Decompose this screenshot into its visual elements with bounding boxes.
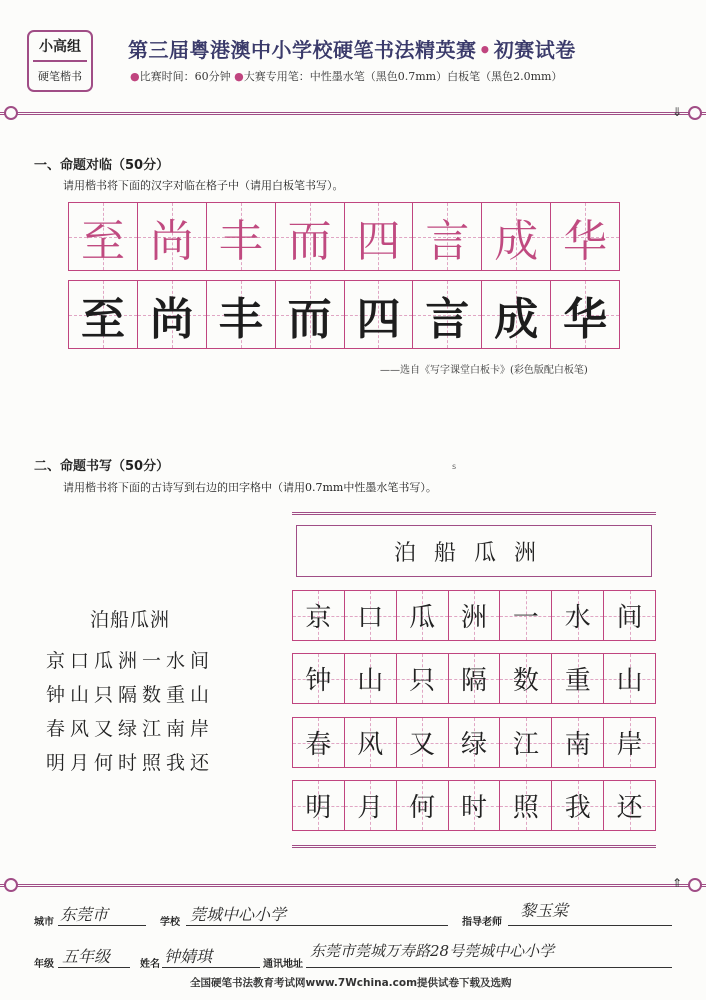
- tianzi-cell: [552, 781, 604, 830]
- tianzi-cell: [413, 203, 482, 270]
- grid-character: 至: [80, 293, 125, 345]
- address-underline: [306, 967, 672, 968]
- section2-instruction: 请用楷书将下面的古诗写到右边的田字格中（请用0.7mm中性墨水笔书写）。: [63, 481, 437, 494]
- tianzi-cell: [449, 591, 501, 640]
- tianzi-cell: [345, 718, 397, 767]
- tianzi-cell: [449, 781, 501, 830]
- grade-label: 年级: [34, 959, 54, 970]
- tianzi-cell: [276, 203, 345, 270]
- grid-character: 重: [564, 666, 591, 696]
- model-char-row: [68, 202, 620, 271]
- writing-grid-row: [292, 717, 656, 768]
- grid-character: 丰: [218, 215, 263, 267]
- grid-character: 江: [512, 730, 539, 760]
- tianzi-cell: [552, 654, 604, 703]
- tianzi-cell: [345, 591, 397, 640]
- grid-character: 四: [356, 293, 401, 345]
- tianzi-cell: [552, 591, 604, 640]
- tianzi-cell: [293, 591, 345, 640]
- grid-character: 言: [425, 293, 470, 345]
- grid-character: 一: [512, 603, 539, 633]
- poem-line: 京口瓜洲一水间: [46, 650, 215, 672]
- tianzi-cell: [138, 281, 207, 348]
- grid-character: 绿: [461, 730, 488, 760]
- grid-character: 照: [512, 793, 539, 823]
- panel-top-bar: [292, 512, 656, 515]
- city-value: 东莞市: [60, 905, 109, 924]
- tianzi-cell: [413, 281, 482, 348]
- grid-character: 隔: [461, 666, 488, 696]
- tianzi-cell: [397, 781, 449, 830]
- grid-character: 尚: [149, 215, 194, 267]
- city-underline: [58, 925, 146, 926]
- section1-instruction: 请用楷书将下面的汉字对临在格子中（请用白板笔书写）。: [63, 179, 344, 192]
- name-label: 姓名: [140, 959, 160, 970]
- practice-char-row: [68, 280, 620, 349]
- section2-title: 二、命题书写（50分）: [34, 459, 170, 474]
- grid-character: 口: [357, 603, 384, 633]
- tianzi-cell: [207, 203, 276, 270]
- grid-character: 风: [357, 730, 384, 760]
- title-suffix: 初赛试卷: [493, 38, 576, 62]
- footer-note: 全国硬笔书法教育考试网www.7Wchina.com提供试卷下载及选购: [190, 977, 512, 989]
- address-value: 东莞市莞城万寿路28号莞城中心小学: [310, 942, 555, 960]
- poem-line: 春风又绿江南岸: [46, 718, 215, 740]
- tianzi-cell: [345, 203, 414, 270]
- tianzi-cell: [449, 654, 501, 703]
- exam-info: [130, 68, 690, 84]
- exam-time: 比赛时间：60分钟: [139, 70, 231, 83]
- divider-cap-icon: [688, 106, 702, 120]
- tianzi-cell: [397, 718, 449, 767]
- grid-character: 言: [425, 215, 470, 267]
- grid-character: 水: [564, 603, 591, 633]
- tianzi-cell: [482, 203, 551, 270]
- grid-character: 只: [409, 666, 436, 696]
- grid-character: 山: [616, 666, 643, 696]
- badge-style-label: 硬笔楷书: [38, 70, 82, 83]
- grid-character: 四: [356, 215, 401, 267]
- grid-character: 月: [357, 793, 384, 823]
- tianzi-cell: [449, 718, 501, 767]
- tianzi-cell: [207, 281, 276, 348]
- teacher-value: 黎玉棠: [520, 901, 569, 920]
- poem-line: 钟山只隔数重山: [46, 684, 215, 706]
- grid-character: 岸: [616, 730, 643, 760]
- grid-character: 京: [305, 603, 332, 633]
- grid-character: 山: [357, 666, 384, 696]
- tianzi-cell: [138, 203, 207, 270]
- tianzi-cell: [345, 281, 414, 348]
- group-badge: [27, 30, 93, 92]
- tianzi-cell: [604, 781, 655, 830]
- grid-character: 又: [409, 730, 436, 760]
- grid-character: 而: [287, 215, 332, 267]
- grid-character: 我: [564, 793, 591, 823]
- tianzi-cell: [604, 718, 655, 767]
- poem-line: 明月何时照我还: [46, 752, 215, 774]
- tianzi-cell: [69, 281, 138, 348]
- section1-title: 一、命题对临（50分）: [34, 158, 170, 173]
- school-underline: [186, 925, 448, 926]
- teacher-label: 指导老师: [462, 917, 502, 928]
- grid-character: 华: [563, 293, 608, 345]
- tianzi-cell: [293, 718, 345, 767]
- bottom-divider: [0, 884, 706, 887]
- tianzi-cell: [276, 281, 345, 348]
- arrow-down-icon: ⇓: [672, 105, 683, 119]
- arrow-up-icon: ⇑: [672, 876, 683, 890]
- divider-cap-icon: [4, 878, 18, 892]
- divider-cap-icon: [688, 878, 702, 892]
- name-underline: [162, 967, 260, 968]
- grid-character: 丰: [218, 293, 263, 345]
- tianzi-cell: [345, 781, 397, 830]
- writing-grid-row: [292, 653, 656, 704]
- title-dot: •: [478, 38, 492, 62]
- tianzi-cell: [500, 718, 552, 767]
- page-title: [128, 34, 688, 63]
- tianzi-cell: [482, 281, 551, 348]
- grid-character: 成: [494, 215, 539, 267]
- tianzi-cell: [397, 591, 449, 640]
- tianzi-cell: [500, 591, 552, 640]
- tianzi-cell: [604, 654, 655, 703]
- badge-group-label: 小高组: [39, 39, 81, 55]
- teacher-underline: [508, 925, 672, 926]
- tianzi-cell: [500, 654, 552, 703]
- title-main: 第三届粤港澳中小学校硬笔书法精英赛: [128, 38, 477, 62]
- divider-cap-icon: [4, 106, 18, 120]
- tianzi-cell: [345, 654, 397, 703]
- tianzi-cell: [500, 781, 552, 830]
- grid-character: 南: [564, 730, 591, 760]
- top-divider: [0, 112, 706, 115]
- grade-value: 五年级: [62, 947, 111, 966]
- writing-grid-row: [292, 590, 656, 641]
- tianzi-cell: [604, 591, 655, 640]
- grid-character: 尚: [149, 293, 194, 345]
- grid-character: 明: [305, 793, 332, 823]
- tianzi-cell: [551, 281, 619, 348]
- panel-bottom-bar: [292, 845, 656, 848]
- source-citation: ——选自《写字课堂白板卡》(彩色版配白板笔): [380, 365, 588, 376]
- tianzi-cell: [293, 781, 345, 830]
- tianzi-cell: [552, 718, 604, 767]
- grid-character: 还: [616, 793, 643, 823]
- writing-grid-row: [292, 780, 656, 831]
- grid-character: 华: [563, 215, 608, 267]
- grid-character: 洲: [461, 603, 488, 633]
- grid-character: 春: [305, 730, 332, 760]
- school-value: 莞城中心小学: [190, 905, 287, 924]
- badge-divider: [33, 60, 87, 62]
- grid-character: 钟: [305, 666, 332, 696]
- grid-character: 数: [512, 666, 539, 696]
- name-value: 钟婧琪: [164, 947, 213, 966]
- bullet-icon: ●: [130, 70, 140, 83]
- grid-character: 何: [409, 793, 436, 823]
- grid-character: 成: [494, 293, 539, 345]
- grid-character: 至: [80, 215, 125, 267]
- city-label: 城市: [34, 917, 54, 928]
- poem-title: 泊船瓜洲: [90, 609, 171, 631]
- school-label: 学校: [160, 917, 180, 928]
- grid-character: 而: [287, 293, 332, 345]
- written-poem-title-box: [296, 525, 652, 577]
- grid-character: 间: [616, 603, 643, 633]
- written-poem-title: 泊船瓜洲: [393, 540, 554, 566]
- exam-pens: 大赛专用笔：中性墨水笔（黑色0.7mm）白板笔（黑色2.0mm）: [243, 70, 563, 83]
- tianzi-cell: [551, 203, 619, 270]
- stray-mark: s: [452, 462, 457, 471]
- tianzi-cell: [293, 654, 345, 703]
- tianzi-cell: [397, 654, 449, 703]
- bullet-icon: ●: [234, 70, 244, 83]
- grid-character: 瓜: [409, 603, 436, 633]
- grid-character: 时: [461, 793, 488, 823]
- address-label: 通讯地址: [263, 959, 303, 970]
- tianzi-cell: [69, 203, 138, 270]
- grade-underline: [58, 967, 130, 968]
